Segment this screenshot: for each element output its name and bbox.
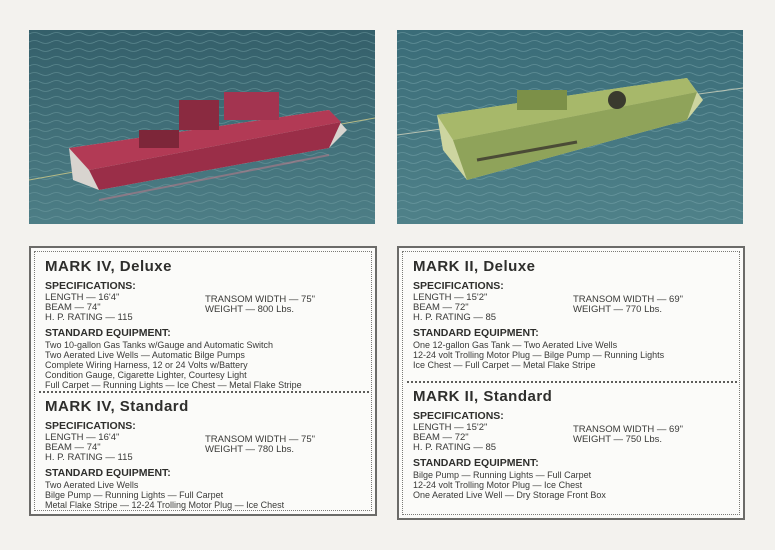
boat-image-red [29,30,375,224]
specifications-block [413,293,733,323]
photo-mark-ii-boat [397,30,743,224]
spec-hp-rating: H. P. RATING — 115 [45,312,133,323]
equipment-line: Two 10-gallon Gas Tanks w/Gauge and Automatic Switch [45,340,273,350]
equipment-heading: STANDARD EQUIPMENT: [413,327,539,339]
specifications-heading: SPECIFICATIONS: [45,280,136,292]
model-title: MARK II, Standard [413,388,553,405]
section-divider [407,381,737,383]
equipment-line: Complete Wiring Harness, 12 or 24 Volts w/Battery [45,360,248,370]
equipment-line: Bilge Pump — Running Lights — Full Carpet [45,490,224,500]
spec-beam: BEAM — 72" [413,432,469,443]
equipment-line: 12-24 volt Trolling Motor Plug — Bilge Pump — Running Lights [413,350,665,360]
spec-weight: WEIGHT — 750 Lbs. [573,434,663,445]
specifications-heading: SPECIFICATIONS: [45,420,136,432]
spec-length: LENGTH — 16'4" [45,292,120,303]
spec-length: LENGTH — 15'2" [413,422,488,433]
equipment-list [45,480,365,510]
spec-hp-rating: H. P. RATING — 85 [413,312,497,323]
equipment-line: Two Aerated Live Wells — Automatic Bilge Pumps [45,350,245,360]
mark-ii-standard-section [413,388,733,500]
equipment-line: Two Aerated Live Wells [45,480,139,490]
equipment-line: One 12-gallon Gas Tank — Two Aerated Live Wells [413,340,618,350]
photo-mark-iv-boat [29,30,375,224]
spec-beam: BEAM — 72" [413,302,469,313]
specifications-heading: SPECIFICATIONS: [413,280,504,292]
equipment-heading: STANDARD EQUIPMENT: [413,457,539,469]
spec-weight: WEIGHT — 780 Lbs. [205,444,295,455]
spec-hp-rating: H. P. RATING — 115 [45,452,133,463]
spec-length: LENGTH — 16'4" [45,432,120,443]
specifications-heading: SPECIFICATIONS: [413,410,504,422]
equipment-list [413,340,733,370]
spec-transom-width: TRANSOM WIDTH — 69" [573,294,683,305]
boat-image-green [397,30,743,224]
equipment-line: 12-24 volt Trolling Motor Plug — Ice Chest [413,480,583,490]
mark-ii-deluxe-section [413,258,733,370]
equipment-heading: STANDARD EQUIPMENT: [45,467,171,479]
spec-transom-width: TRANSOM WIDTH — 75" [205,294,315,305]
spec-transom-width: TRANSOM WIDTH — 69" [573,424,683,435]
equipment-list [413,470,733,500]
equipment-line: Full Carpet — Running Lights — Ice Chest — Metal Flake Stripe [45,380,302,390]
spec-beam: BEAM — 74" [45,302,101,313]
equipment-line: Bilge Pump — Running Lights — Full Carpet [413,470,592,480]
spec-weight: WEIGHT — 800 Lbs. [205,304,295,315]
equipment-line: Metal Flake Stripe — 12-24 Trolling Motor Plug — Ice Chest [45,500,285,510]
equipment-line: One Aerated Live Well — Dry Storage Front Box [413,490,606,500]
model-title: MARK IV, Standard [45,398,189,415]
mark-iv-deluxe-section [45,258,365,390]
spec-card-mark-ii [397,246,745,520]
specifications-block [413,423,733,453]
spec-beam: BEAM — 74" [45,442,101,453]
equipment-line: Condition Gauge, Cigarette Lighter, Courtesy Light [45,370,247,380]
equipment-list [45,340,365,390]
specifications-block [45,433,365,463]
section-divider [39,391,369,393]
spec-hp-rating: H. P. RATING — 85 [413,442,497,453]
spec-weight: WEIGHT — 770 Lbs. [573,304,663,315]
mark-iv-standard-section [45,398,365,510]
specifications-block [45,293,365,323]
spec-transom-width: TRANSOM WIDTH — 75" [205,434,315,445]
model-title: MARK II, Deluxe [413,258,536,275]
model-title: MARK IV, Deluxe [45,258,172,275]
spec-length: LENGTH — 15'2" [413,292,488,303]
equipment-heading: STANDARD EQUIPMENT: [45,327,171,339]
equipment-line: Ice Chest — Full Carpet — Metal Flake Stripe [413,360,596,370]
spec-card-mark-iv [29,246,377,516]
